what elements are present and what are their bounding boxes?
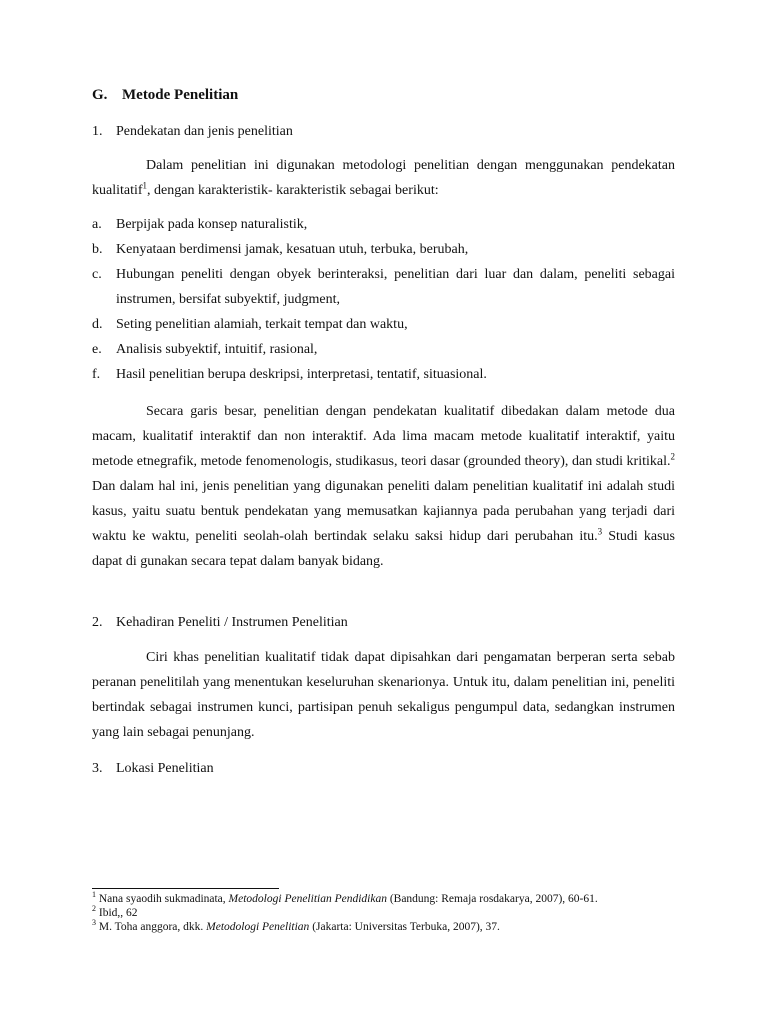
list-marker: a.	[92, 217, 102, 232]
footnote-ref-2[interactable]: 2	[670, 451, 675, 462]
list-marker: d.	[92, 317, 103, 332]
subheading-3-title: Lokasi Penelitian	[116, 761, 214, 776]
footnote-ref-3[interactable]: 3	[597, 526, 603, 537]
paragraph-2-text-c: Studi kasus dapat di gunakan secara tepat dalam banyak bidang.	[92, 529, 675, 569]
section-title: Metode Penelitian	[122, 87, 239, 103]
subheading-2-title: Kehadiran Peneliti / Instrumen Penelitian	[116, 615, 348, 630]
list-item	[92, 212, 675, 237]
paragraph-2	[92, 399, 675, 574]
footnote-text: Nana syaodih sukmadinata,	[96, 893, 229, 905]
list-item	[92, 312, 675, 337]
footnote-title: Metodologi Penelitian	[206, 921, 310, 933]
list-item	[92, 262, 675, 312]
subheading-2	[92, 615, 348, 631]
footnote-3	[92, 920, 732, 934]
paragraph-1-text-b: , dengan karakteristik- karakteristik sebagai berikut:	[147, 183, 439, 198]
subheading-2-number: 2.	[92, 615, 103, 630]
list-item-text: Hubungan peneliti dengan obyek berinteraksi, penelitian dari luar dan dalam, peneliti sebagai instrumen, bersifat subyektif, judgment,	[116, 267, 675, 307]
list-item-text: Analisis subyektif, intuitif, rasional,	[116, 342, 318, 357]
footnote-number: 3	[92, 918, 96, 928]
list-marker: e.	[92, 342, 102, 357]
footnote-separator	[92, 888, 279, 889]
list-item	[92, 237, 675, 262]
footnote-ref-1[interactable]: 1	[142, 180, 148, 191]
footnote-text: Ibid,, 62	[96, 907, 138, 919]
list-marker: c.	[92, 267, 102, 282]
list-item	[92, 337, 675, 362]
paragraph-2-text-a: Secara garis besar, penelitian dengan pendekatan kualitatif dibedakan dalam metode dua macam, kualitatif interaktif dan non interaktif. Ada lima macam metode kualitatif interaktif, yaitu metode etnegrafik, metode fenomenologis, studikasus, teori dasar (grounded theory), dan studi kritikal.	[92, 404, 675, 469]
list-marker: f.	[92, 367, 101, 382]
subheading-3-number: 3.	[92, 761, 103, 776]
paragraph-3	[92, 645, 675, 745]
footnote-text: (Jakarta: Universitas Terbuka, 2007), 37.	[309, 921, 500, 933]
subheading-1	[92, 124, 293, 140]
subheading-3	[92, 761, 214, 777]
paragraph-3-text: Ciri khas penelitian kualitatif tidak dapat dipisahkan dari pengamatan berperan serta sebab peranan penelitilah yang menentukan keseluruhan skenarionya. Untuk itu, dalam penelitian ini, peneliti bertindak sebagai instrumen kunci, partisipan penuh sekaligus pengumpul data, sedangkan instrumen yang lain sebagai penunjang.	[92, 650, 675, 740]
list-item-text: Seting penelitian alamiah, terkait tempat dan waktu,	[116, 317, 408, 332]
footnote-title: Metodologi Penelitian Pendidikan	[228, 893, 387, 905]
footnote-text: (Bandung: Remaja rosdakarya, 2007), 60-61.	[386, 893, 598, 905]
paragraph-1	[92, 153, 675, 203]
footnote-text: M. Toha anggora, dkk.	[96, 921, 207, 933]
footnote-2	[92, 906, 732, 920]
list-item-text: Berpijak pada konsep naturalistik,	[116, 217, 308, 232]
list-item-text: Kenyataan berdimensi jamak, kesatuan utuh, terbuka, berubah,	[116, 242, 469, 257]
section-heading	[92, 87, 238, 104]
paragraph-1-text-a: Dalam penelitian ini digunakan metodologi penelitian dengan menggunakan pendekatan kualitatif	[92, 158, 675, 198]
paragraph-2-text-b: Dan dalam hal ini, jenis penelitian yang digunakan peneliti dalam penelitian kualitatif ini adalah studi kasus, yaitu suatu bentuk pendekatan yang memusatkan kajiannya pada perubahan yang terjadi dari waktu ke waktu, peneliti seolah-olah bertindak selaku saksi hidup dari perubahan itu.	[92, 479, 675, 544]
list-item	[92, 362, 675, 387]
footnote-number: 1	[92, 890, 96, 900]
list-marker: b.	[92, 242, 103, 257]
subheading-1-number: 1.	[92, 124, 103, 139]
list-item-text: Hasil penelitian berupa deskripsi, interpretasi, tentatif, situasional.	[116, 367, 487, 382]
subheading-1-title: Pendekatan dan jenis penelitian	[116, 124, 293, 139]
footnote-1	[92, 892, 732, 906]
footnotes	[92, 892, 732, 934]
section-number: G.	[92, 87, 108, 103]
characteristics-list	[92, 212, 675, 387]
footnote-number: 2	[92, 904, 96, 914]
